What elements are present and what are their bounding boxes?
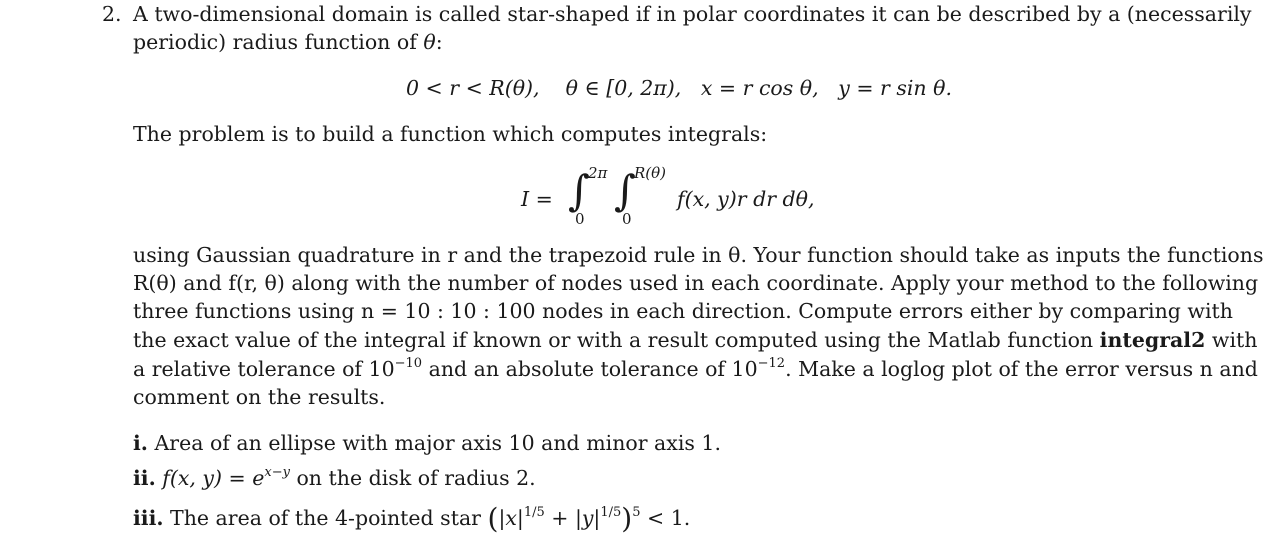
inner-upper-limit: R(θ) xyxy=(634,164,667,182)
inner-integral-sign: ∫ xyxy=(614,166,636,215)
intro-line-2: periodic) radius function of θ: xyxy=(133,30,443,54)
problem-sentence: The problem is to build a function which computes integrals: xyxy=(133,122,768,146)
matlab-function-name: integral2 xyxy=(1099,328,1206,352)
body-line-1: using Gaussian quadrature in r and the trapezoid rule in θ. Your function should take as inputs the functions xyxy=(133,243,1264,267)
outer-upper-limit: 2π xyxy=(588,164,608,182)
body-line-3: three functions using n = 10 : 10 : 100 nodes in each direction. Compute errors either by comparing with xyxy=(133,299,1233,323)
item-i: i. Area of an ellipse with major axis 10 and minor axis 1. xyxy=(133,431,721,455)
polar-equation: 0 < r < R(θ), θ ∈ [0, 2π), x = r cos θ, y = r sin θ. xyxy=(406,76,952,100)
intro-line-1: A two-dimensional domain is called star-shaped if in polar coordinates it can be described by a (necessarily xyxy=(133,2,1252,26)
item-iii: iii. The area of the 4-pointed star $(|x|^{1/5} + |y|^{1/5})^5 < 1$. xyxy=(133,502,691,535)
item-ii: ii. f(x, $y) = e^{x-y}$ on the disk of radius 2. xyxy=(133,465,536,490)
inner-lower-limit: 0 xyxy=(622,210,632,228)
problem-number: 2. xyxy=(102,2,122,26)
body-line-4: the exact value of the integral if known or with a result computed using the Matlab function integral2 with xyxy=(133,328,1258,352)
integrand: f(x, y)r dr dθ, xyxy=(677,187,815,211)
body-line-6: comment on the results. xyxy=(133,385,386,409)
outer-integral-sign: ∫ xyxy=(568,166,590,215)
body-line-5: a relative tolerance of $10^{-10}$ and an absolute tolerance of $10^{-12}$. Make a loglog plot of the error versus n and xyxy=(133,356,1258,381)
body-line-2: R(θ) and f(r, θ) along with the number of nodes used in each coordinate. Apply your method to the following xyxy=(133,271,1259,295)
integral-lhs: I = xyxy=(521,187,553,211)
outer-lower-limit: 0 xyxy=(575,210,585,228)
